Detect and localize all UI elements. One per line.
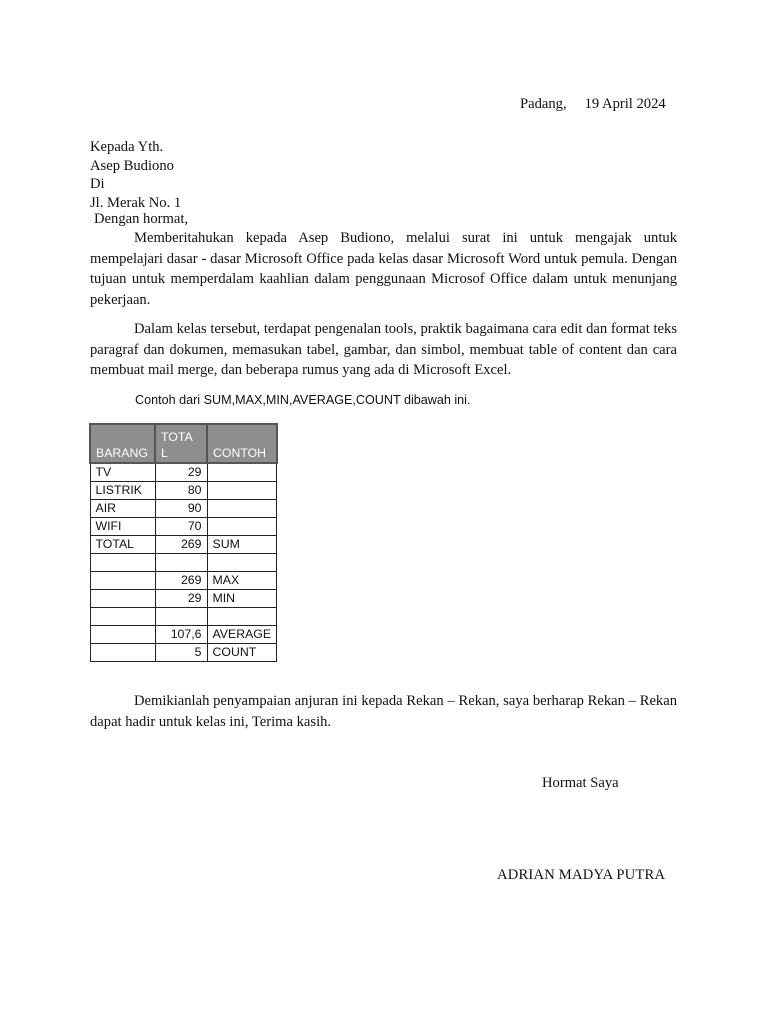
cell-barang [90,644,155,662]
date-line [520,96,680,113]
paragraph-2 [90,319,677,381]
table-row [90,500,277,518]
cell-contoh [207,463,277,482]
cell-total: 269 [155,536,207,554]
cell-total: 90 [155,500,207,518]
table-row [90,626,277,644]
cell-contoh [207,518,277,536]
cell-contoh: AVERAGE [207,626,277,644]
table-row [90,536,277,554]
cell-contoh: MAX [207,572,277,590]
example-table [89,423,278,662]
cell-total: 70 [155,518,207,536]
cell-total: 29 [155,463,207,482]
cell-barang [90,554,155,572]
recipient-address: Jl. Merak No. 1 [90,194,182,211]
recipient-di: Di [90,176,105,192]
paragraph-2-text: Dalam kelas tersebut, terdapat pengenalan tools, praktik bagaimana cara edit dan format teks paragraf dan dokumen, memasukan tabel, gambar, dan simbol, membuat table of content dan cara membuat mail merge, dan beberapa rumus yang ada di Microsoft Excel. [90,321,677,378]
header-total-text: TOTA L [161,430,193,460]
header-barang: BARANG [90,424,155,463]
table-row [90,608,277,626]
table-row [90,572,277,590]
place-text: Padang, [520,96,567,112]
cell-total: 269 [155,572,207,590]
cell-total [155,608,207,626]
signer-name: ADRIAN MADYA PUTRA [497,867,666,883]
cell-barang: TV [90,463,155,482]
table-row [90,518,277,536]
cell-barang [90,608,155,626]
closing: Hormat Saya [542,775,619,791]
paragraph-1-text: Memberitahukan kepada Asep Budiono, melalui surat ini untuk mengajak untuk mempelajari dasar - dasar Microsoft Office pada kelas dasar Microsoft Word untuk pemula. Dengan tujuan untuk memperdalam kaahlian dalam penggunaan Microsof Office dalam untuk menunjang pekerjaan. [90,230,677,308]
cell-total: 80 [155,482,207,500]
cell-contoh: COUNT [207,644,277,662]
table-row [90,463,277,482]
cell-barang: LISTRIK [90,482,155,500]
recipient-name: Asep Budiono [90,157,174,174]
greeting: Dengan hormat, [94,211,189,227]
cell-contoh [207,482,277,500]
cell-barang [90,626,155,644]
cell-barang [90,572,155,590]
recipient-block [90,138,181,212]
table-row [90,482,277,500]
table-row [90,554,277,572]
cell-contoh [207,554,277,572]
cell-total: 5 [155,644,207,662]
header-total [155,424,207,463]
cell-total [155,554,207,572]
cell-barang: TOTAL [90,536,155,554]
paragraph-1 [90,228,677,310]
header-contoh: CONTOH [207,424,277,463]
table-caption: Contoh dari SUM,MAX,MIN,AVERAGE,COUNT dibawah ini. [135,393,471,407]
table-header-row [90,424,277,463]
cell-barang [90,590,155,608]
cell-total: 29 [155,590,207,608]
date-text: 19 April 2024 [584,96,666,112]
cell-contoh [207,608,277,626]
cell-contoh [207,500,277,518]
cell-contoh: SUM [207,536,277,554]
table-row [90,590,277,608]
recipient-salutation: Kepada Yth. [90,139,164,155]
cell-total: 107,6 [155,626,207,644]
cell-barang: AIR [90,500,155,518]
cell-contoh: MIN [207,590,277,608]
paragraph-3-text: Demikianlah penyampaian anjuran ini kepada Rekan – Rekan, saya berharap Rekan – Rekan dapat hadir untuk kelas ini, Terima kasih. [90,693,677,730]
cell-barang: WIFI [90,518,155,536]
paragraph-3 [90,691,677,732]
table-row [90,644,277,662]
